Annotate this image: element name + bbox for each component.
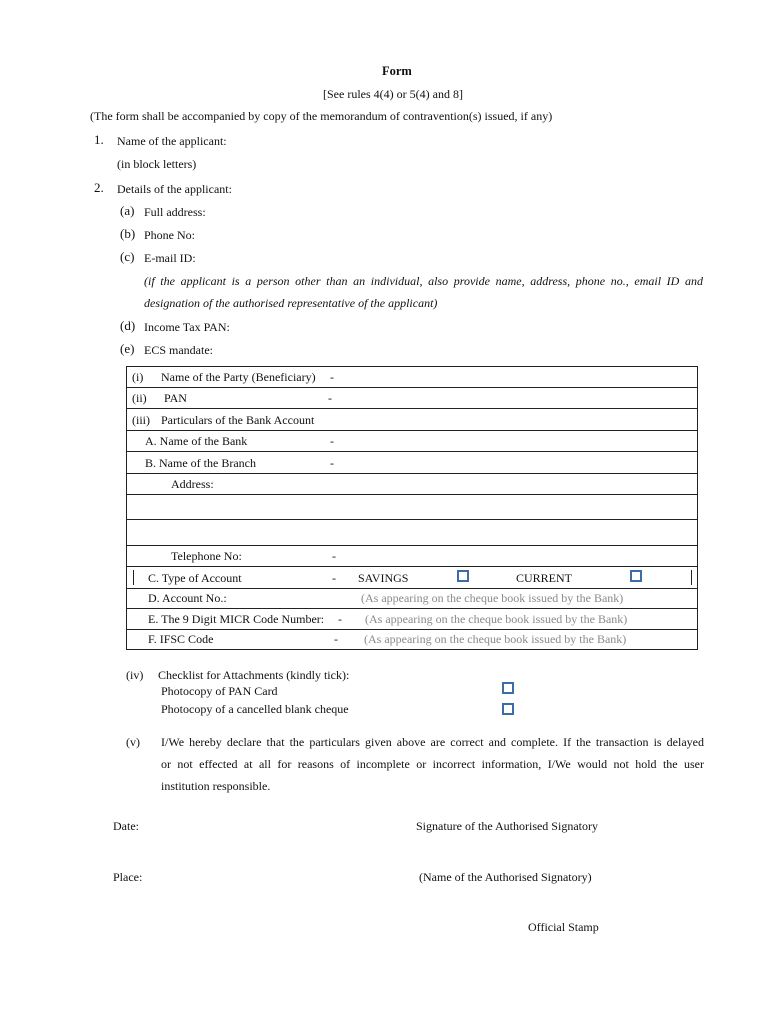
account-number-label: D. Account No.: <box>148 591 227 605</box>
bank-name-field[interactable]: - <box>330 434 334 448</box>
telephone-label: Telephone No: <box>171 549 242 563</box>
ecs-mandate-label: ECS mandate: <box>144 343 213 357</box>
item-2-number: 2. <box>94 180 104 195</box>
signatory-name-label: (Name of the Authorised Signatory) <box>419 870 592 884</box>
item-2c-mark: (c) <box>120 249 135 264</box>
date-label: Date: <box>113 819 139 833</box>
table-rule <box>126 430 698 431</box>
ecs-row-ii-mark: (ii) <box>132 391 147 405</box>
cheque-copy-label: Photocopy of a cancelled blank cheque <box>161 702 349 716</box>
full-address-label: Full address: <box>144 205 206 219</box>
branch-address-label: Address: <box>171 477 214 491</box>
table-rule <box>126 519 698 520</box>
block-letters-note: (in block letters) <box>117 157 197 171</box>
phone-label: Phone No: <box>144 228 195 242</box>
item-2b-mark: (b) <box>120 226 136 241</box>
item-1-number: 1. <box>94 132 104 147</box>
item-2d-mark: (d) <box>120 318 136 333</box>
branch-name-field[interactable]: - <box>330 456 334 470</box>
table-rule <box>126 545 698 546</box>
income-tax-pan-label: Income Tax PAN: <box>144 320 230 334</box>
table-rule <box>126 387 698 388</box>
declaration-line-3: institution responsible. <box>161 779 271 793</box>
rules-reference: [See rules 4(4) or 5(4) and 8] <box>323 87 463 101</box>
cheque-copy-checkbox[interactable] <box>502 703 514 715</box>
item-2a-mark: (a) <box>120 203 135 218</box>
beneficiary-name-label: Name of the Party (Beneficiary) <box>161 370 316 384</box>
declaration-line-2: or not effected at all for reasons of incomplete or incorrect information, I/We would not hold the user <box>161 757 704 771</box>
micr-code-dash: - <box>338 612 342 626</box>
table-rule <box>126 588 698 589</box>
form-note: (The form shall be accompanied by copy of the memorandum of contravention(s) issued, if any) <box>90 109 553 123</box>
table-rule <box>126 451 698 452</box>
pan-field[interactable]: - <box>328 391 332 405</box>
beneficiary-name-field[interactable]: - <box>330 370 334 384</box>
place-label: Place: <box>113 870 143 884</box>
ecs-row-i-mark: (i) <box>132 370 144 384</box>
micr-code-label: E. The 9 Digit MICR Code Number: <box>148 612 325 626</box>
applicant-details-label: Details of the applicant: <box>117 182 232 196</box>
ifsc-code-dash: - <box>334 632 338 646</box>
item-2e-mark: (e) <box>120 341 135 356</box>
savings-label: SAVINGS <box>358 571 409 585</box>
table-rule <box>126 629 698 630</box>
representative-note-line-2: designation of the authorised representative of the applicant) <box>144 296 438 310</box>
telephone-field[interactable]: - <box>332 549 336 563</box>
account-type-left-bar <box>133 570 134 585</box>
pan-label: PAN <box>164 391 187 405</box>
table-rule <box>126 608 698 609</box>
current-checkbox[interactable] <box>630 570 642 582</box>
table-rule <box>126 494 698 495</box>
bank-particulars-label: Particulars of the Bank Account <box>161 413 315 427</box>
savings-checkbox[interactable] <box>457 570 469 582</box>
declaration-mark: (v) <box>126 735 140 749</box>
pan-copy-checkbox[interactable] <box>502 682 514 694</box>
table-rule <box>126 566 698 567</box>
checklist-mark: (iv) <box>126 668 144 682</box>
table-rule <box>126 473 698 474</box>
checklist-title: Checklist for Attachments (kindly tick): <box>158 668 350 682</box>
branch-name-label: B. Name of the Branch <box>145 456 256 470</box>
applicant-name-label: Name of the applicant: <box>117 134 227 148</box>
table-rule <box>126 408 698 409</box>
ecs-row-iii-mark: (iii) <box>132 413 150 427</box>
account-type-dash: - <box>332 571 336 585</box>
account-type-label: C. Type of Account <box>148 571 242 585</box>
email-label: E-mail ID: <box>144 251 196 265</box>
signature-label: Signature of the Authorised Signatory <box>416 819 598 833</box>
current-label: CURRENT <box>516 571 573 585</box>
official-stamp-label: Official Stamp <box>528 920 599 934</box>
ifsc-code-label: F. IFSC Code <box>148 632 214 646</box>
micr-code-hint[interactable]: (As appearing on the cheque book issued by the Bank) <box>365 612 628 626</box>
representative-note-line-1: (if the applicant is a person other than an individual, also provide name, address, phone no., email ID and <box>144 274 703 288</box>
account-number-hint[interactable]: (As appearing on the cheque book issued by the Bank) <box>361 591 624 605</box>
form-title: Form <box>382 64 412 78</box>
declaration-line-1: I/We hereby declare that the particulars given above are correct and complete. If the transaction is delayed <box>161 735 704 749</box>
ifsc-code-hint[interactable]: (As appearing on the cheque book issued by the Bank) <box>364 632 627 646</box>
pan-copy-label: Photocopy of PAN Card <box>161 684 278 698</box>
bank-name-label: A. Name of the Bank <box>145 434 248 448</box>
account-type-right-bar <box>691 570 692 585</box>
